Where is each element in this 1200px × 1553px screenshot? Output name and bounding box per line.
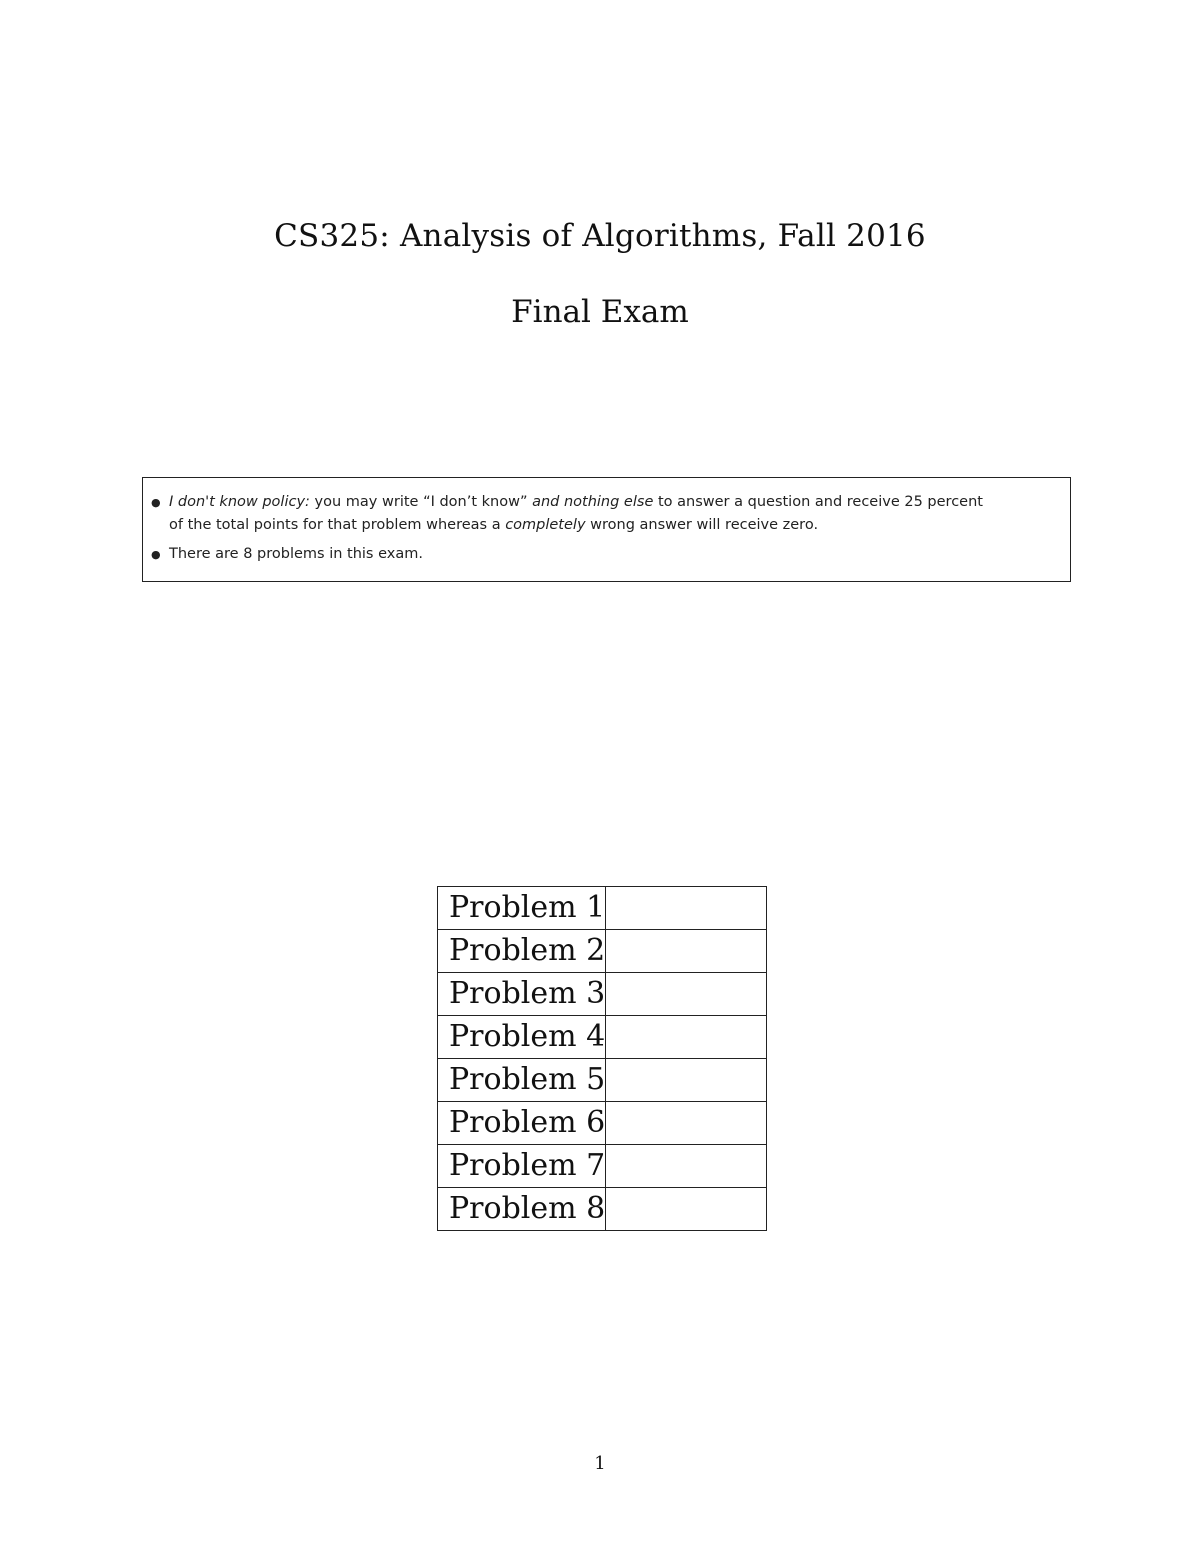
count-notice: [151, 543, 1062, 566]
score-row-problem-6: [438, 1102, 767, 1145]
page-number: 1: [594, 1453, 606, 1474]
score-cell: [606, 973, 767, 1016]
policy-text-c: of the total points for that problem whereas a: [169, 517, 501, 533]
policy-emphasis-a: and nothing else: [532, 494, 654, 510]
score-cell: [606, 1145, 767, 1188]
bullet-icon: ●: [151, 548, 161, 561]
score-table: [437, 886, 767, 1231]
score-row-problem-3: [438, 973, 767, 1016]
instructions-box: [142, 477, 1071, 582]
score-row-problem-7: [438, 1145, 767, 1188]
problem-label: Problem 3: [438, 973, 606, 1016]
problem-label: Problem 7: [438, 1145, 606, 1188]
score-cell: [606, 930, 767, 973]
policy-line-1: [169, 491, 1062, 514]
problem-label: Problem 6: [438, 1102, 606, 1145]
exam-subtitle: Final Exam: [511, 294, 689, 330]
policy-text-a: you may write “I don’t know”: [314, 494, 528, 510]
score-cell: [606, 1059, 767, 1102]
problem-label: Problem 2: [438, 930, 606, 973]
score-row-problem-2: [438, 930, 767, 973]
problem-label: Problem 4: [438, 1016, 606, 1059]
policy-notice: [151, 491, 1062, 537]
score-cell: [606, 1188, 767, 1231]
policy-label: I don't know policy:: [169, 494, 310, 510]
score-row-problem-1: [438, 887, 767, 930]
bullet-icon: ●: [151, 496, 161, 509]
policy-line-2: [169, 514, 1062, 537]
score-table-body: [438, 887, 767, 1231]
problem-label: Problem 8: [438, 1188, 606, 1231]
policy-emphasis-b: completely: [505, 517, 586, 533]
policy-text-b: to answer a question and receive 25 percent: [657, 494, 983, 510]
policy-text-d: wrong answer will receive zero.: [590, 517, 819, 533]
problem-label: Problem 1: [438, 887, 606, 930]
score-row-problem-4: [438, 1016, 767, 1059]
score-cell: [606, 1102, 767, 1145]
problem-label: Problem 5: [438, 1059, 606, 1102]
score-row-problem-8: [438, 1188, 767, 1231]
score-cell: [606, 1016, 767, 1059]
score-row-problem-5: [438, 1059, 767, 1102]
count-text: There are 8 problems in this exam.: [169, 546, 423, 562]
score-cell: [606, 887, 767, 930]
exam-title: CS325: Analysis of Algorithms, Fall 2016: [274, 218, 926, 254]
